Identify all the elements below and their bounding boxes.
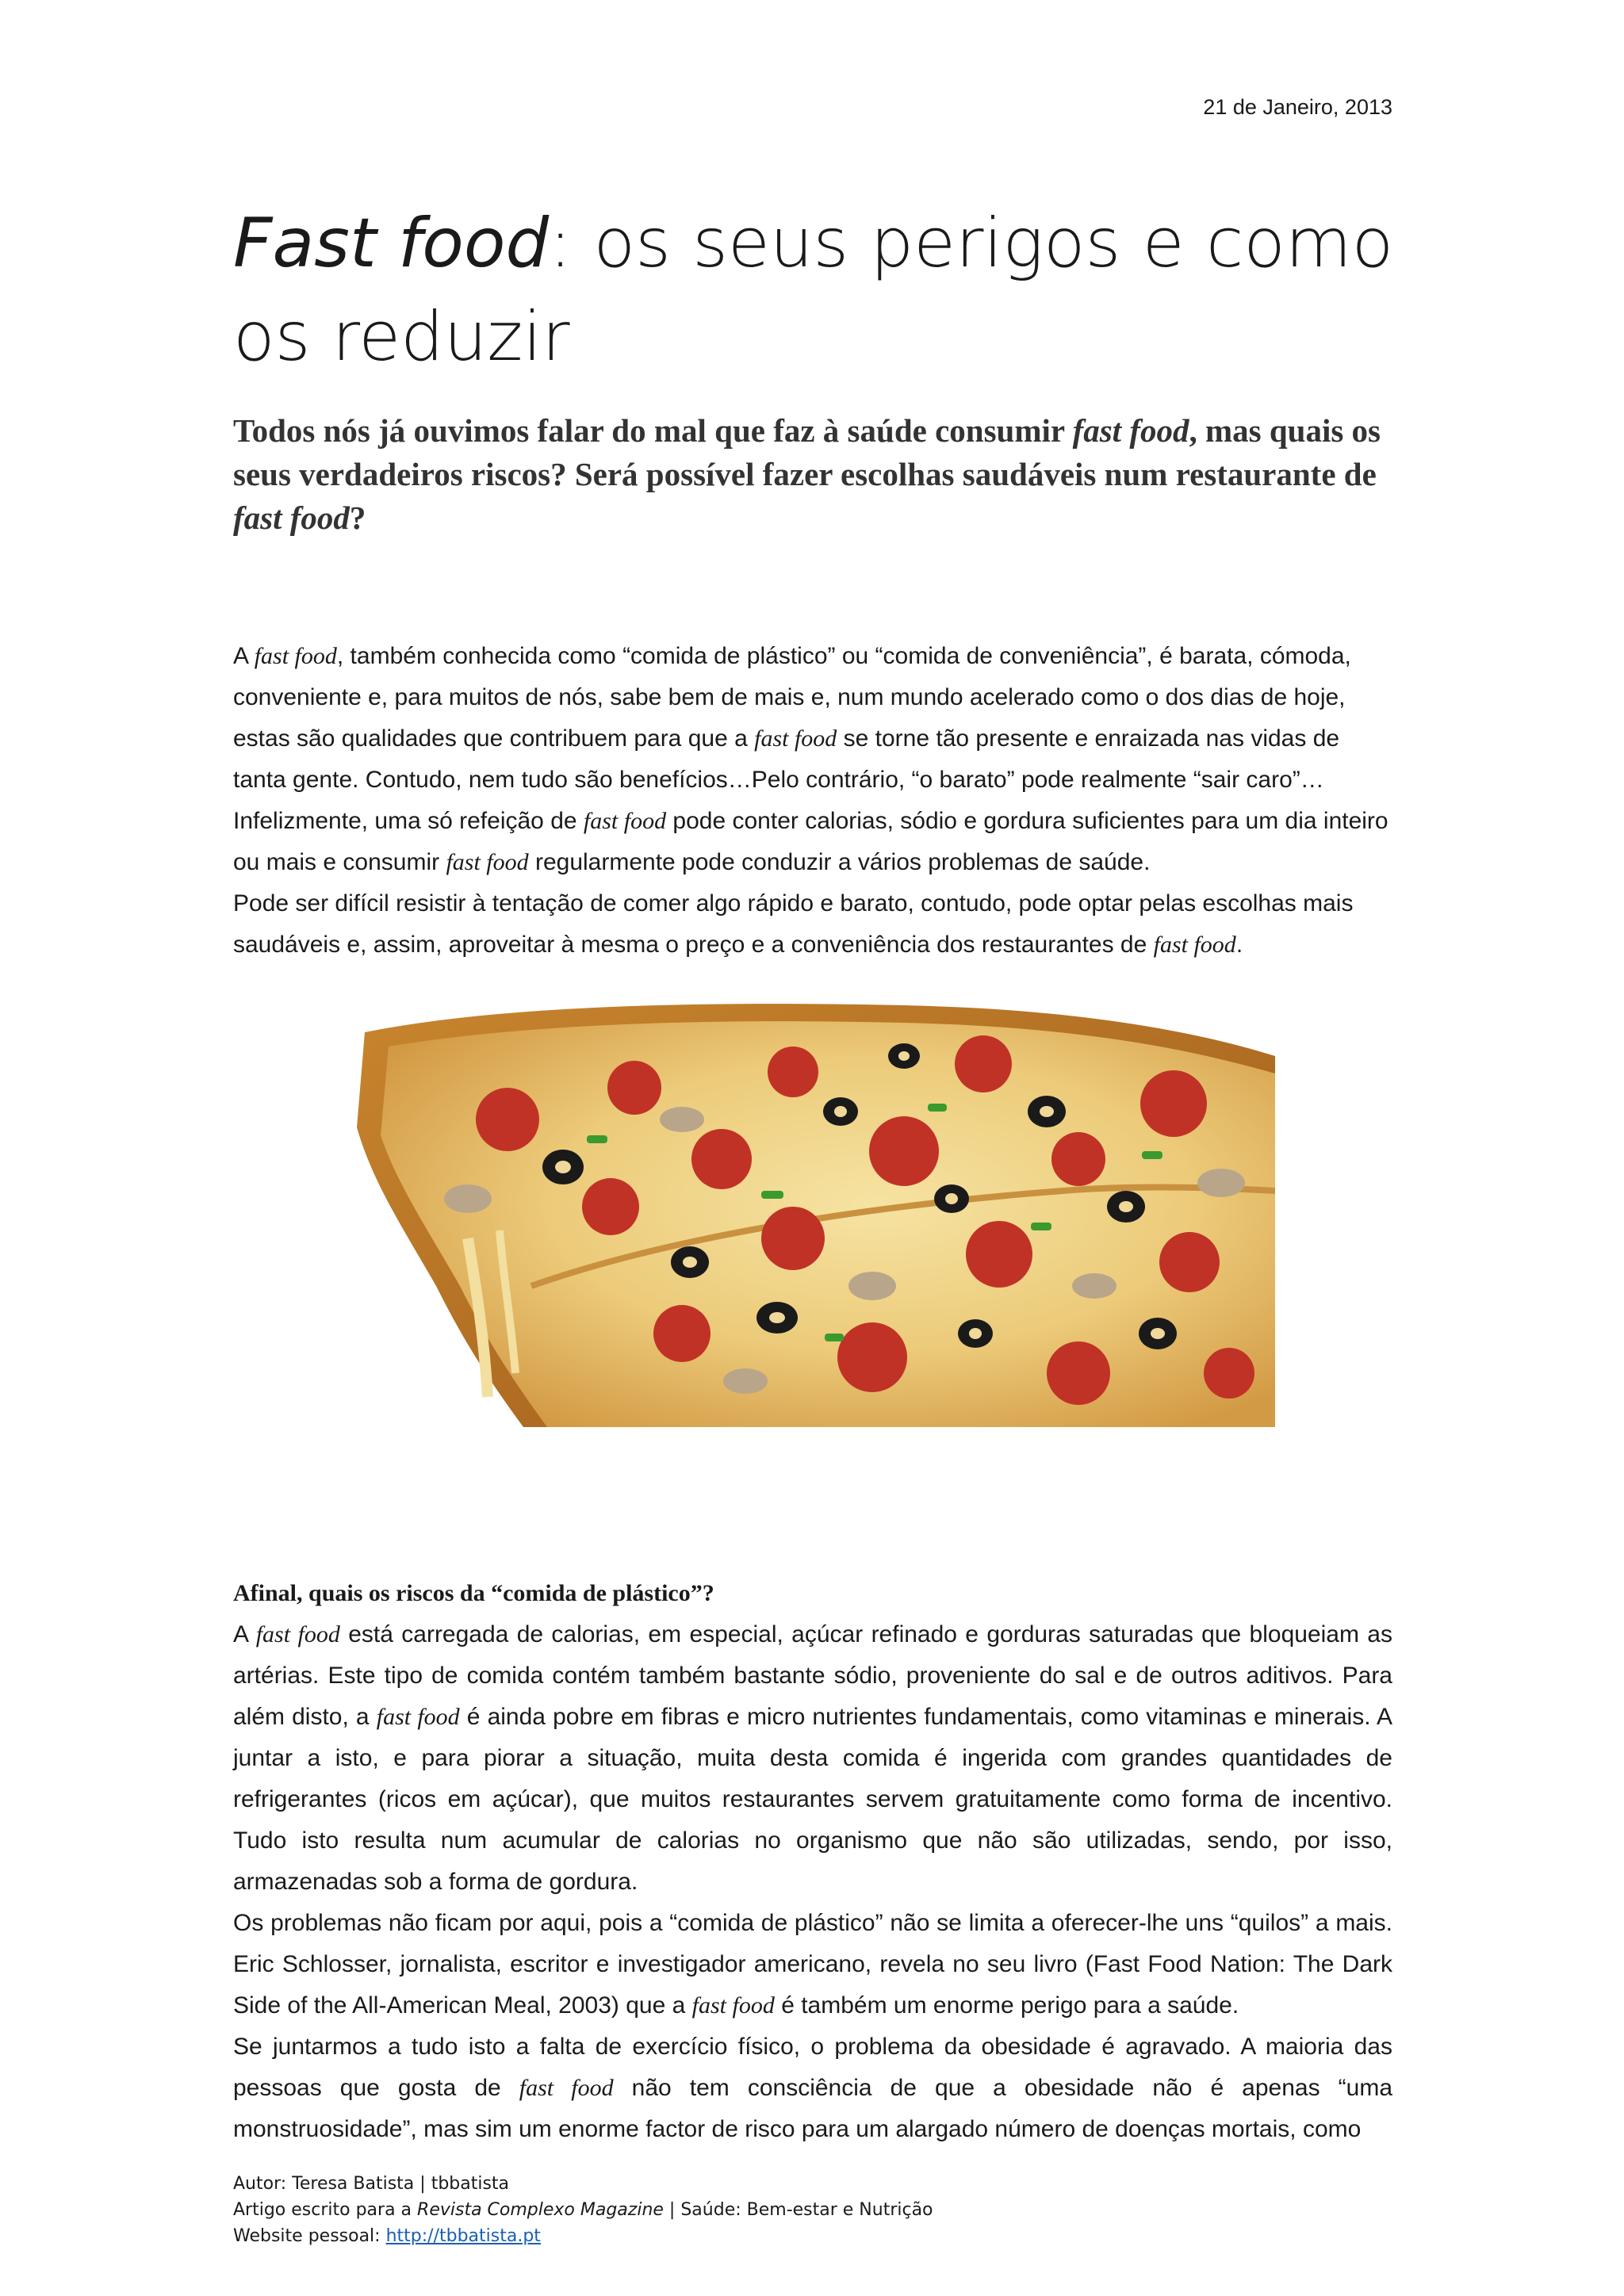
website-link[interactable]: http://tbbatista.pt — [385, 2226, 541, 2246]
fast-food-term: fast food — [446, 849, 529, 875]
fast-food-term: fast food — [583, 808, 667, 834]
intro-paragraph-2 — [233, 883, 1399, 966]
lead-italic: fast food — [1072, 412, 1189, 449]
text-run: | Saúde: Bem-estar e Nutrição — [663, 2200, 933, 2220]
text-run: Se juntarmos a tudo isto a falta de exercício físico, o problema da obesidade é agravado. A maioria das pessoas que gosta de — [233, 2034, 1392, 2101]
text-run: se torne tão presente e enraizada nas vidas de tanta gente. Contudo, nem tudo são benefícios…Pelo contrário, “o barato” pode realmente “sair caro”… Infelizmente, uma só refeição de — [233, 725, 1340, 834]
website-label: Website pessoal: — [233, 2226, 386, 2246]
magazine-name: Revista Complexo Magazine — [417, 2200, 664, 2220]
intro-paragraph-1 — [233, 636, 1399, 883]
section-paragraph-2 — [233, 1903, 1392, 2026]
text-run: Artigo escrito para a — [233, 2200, 418, 2220]
text-run: está carregada de calorias, em especial, açúcar refinado e gorduras saturadas que bloqueiam as artérias. Este tipo de comida contém também bastante sódio, proveniente do sal e de outros aditivos. Para além disto, a — [233, 1621, 1392, 1730]
text-run: A — [233, 643, 255, 669]
text-run: pode conter calorias, sódio e gordura suficientes para um dia inteiro ou mais e consumir — [233, 808, 1388, 875]
footer-author: Autor: Teresa Batista | tbbatista — [233, 2174, 510, 2194]
lead-italic: fast food — [233, 499, 350, 536]
pizza-image — [349, 1001, 1275, 1427]
text-run: Pode ser difícil resistir à tentação de comer algo rápido e barato, contudo, pode optar pelas escolhas mais saudáveis e, assim, aproveitar à mesma o preço e a conveniência dos restaurantes de — [233, 890, 1354, 958]
footer-website — [233, 2223, 933, 2249]
text-run: , também conhecida como “comida de plástico” ou “comida de conveniência”, é barata, cómoda, conveniente e, para muitos de nós, sabe bem de mais e, num mundo acelerado como o dos dias de hoje, estas são qualidades que contribuem para que a — [233, 643, 1351, 752]
text-run: regularmente pode conduzir a vários problemas de saúde. — [528, 849, 1151, 875]
lead-text: ? — [349, 499, 366, 536]
fast-food-term: fast food — [254, 643, 337, 669]
article-title — [233, 197, 1423, 384]
text-run: A — [233, 1621, 256, 1647]
fast-food-term: fast food — [691, 1992, 775, 2019]
section-paragraph-1 — [233, 1614, 1392, 1903]
text-run: é também um enorme perigo para a saúde. — [774, 1992, 1239, 2019]
text-run: não tem consciência de que a obesidade não é apenas “uma monstruosidade”, mas sim um enorme factor de risco para um alargado número de doenças mortais, como — [233, 2075, 1392, 2142]
text-run: é ainda pobre em fibras e micro nutrientes fundamentais, como vitaminas e minerais. A juntar a isto, e para piorar a situação, muita desta comida é ingerida com grandes quantidades de refrigerantes (ricos em açúcar), que muitos restaurantes servem gratuitamente como forma de incentivo. Tudo isto resulta num acumular de calorias no organismo que não são utilizadas, sendo, por isso, armazenadas sob a forma de gordura. — [233, 1704, 1393, 1895]
article-lead — [233, 409, 1407, 540]
fast-food-term: fast food — [255, 1621, 340, 1647]
text-run: Os problemas não ficam por aqui, pois a “comida de plástico” não se limita a oferecer-lhe uns “quilos” a mais. Eric Schlosser, jornalista, escritor e investigador americano, revela no seu livro (Fast Food Nation: The Dark Side of the All-American Meal, 2003) que a — [233, 1910, 1392, 2019]
article-date: 21 de Janeiro, 2013 — [1203, 95, 1392, 119]
fast-food-term: fast food — [376, 1704, 460, 1730]
fast-food-term: fast food — [754, 725, 837, 752]
title-rest: : os seus perigos e como os reduzir — [233, 204, 1394, 377]
fast-food-term: fast food — [519, 2075, 614, 2101]
title-italic: Fast food — [233, 204, 550, 283]
footer-article — [233, 2197, 933, 2223]
section-paragraph-3 — [233, 2026, 1392, 2150]
lead-text: , mas quais os seus verdadeiros riscos? Será possível fazer escolhas saudáveis num restaurante de — [233, 412, 1381, 492]
page-footer — [233, 2171, 933, 2249]
text-run: . — [1235, 932, 1243, 958]
intro-block — [233, 636, 1399, 966]
section-heading: Afinal, quais os riscos da “comida de plástico”? — [233, 1580, 714, 1606]
fast-food-term: fast food — [1153, 932, 1236, 958]
lead-text: Todos nós já ouvimos falar do mal que faz à saúde consumir — [233, 412, 1073, 449]
risks-section — [233, 1573, 1392, 2150]
